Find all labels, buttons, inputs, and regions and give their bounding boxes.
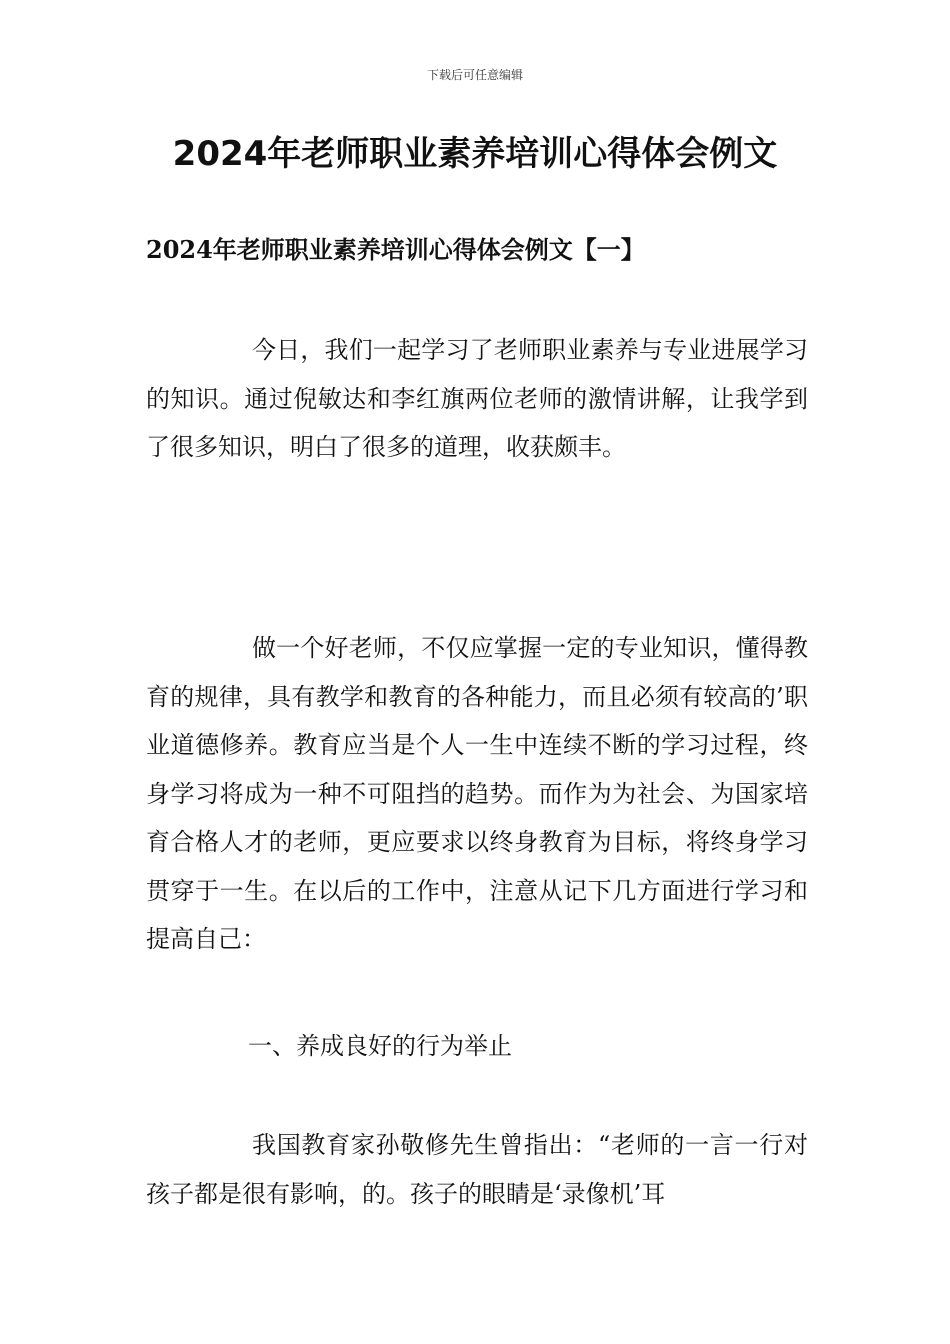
section-heading: 2024年老师职业素养培训心得体会例文【一】 <box>146 235 645 264</box>
header-note: 下载后可任意编辑 <box>426 68 523 82</box>
paragraph-3: 我国教育家孙敬修先生曾指出：“老师的一言一行对孩子都是很有影响，的。孩子的眼睛是‘录像机’耳 <box>146 1131 808 1208</box>
sub-heading-1: 一、养成良好的行为举止 <box>248 1032 512 1060</box>
paragraph-2: 做一个好老师，不仅应掌握一定的专业知识，懂得教育的规律，具有教学和教育的各种能力，而且必须有较高的’职业道德修养。教育应当是个人一生中连续不断的学习过程，终身学习将成为一种不可阻挡的趋势。而作为为社会、为国家培育合格人才的老师，更应要求以终身教育为目标，将终身学习贯穿于一生。在以后的工作中，注意从记下几方面进行学习和提高自己： <box>146 634 808 953</box>
paragraph-1: 今日，我们一起学习了老师职业素养与专业进展学习的知识。通过倪敏达和李红旗两位老师的激情讲解，让我学到了很多知识，明白了很多的道理，收获颇丰。 <box>146 336 808 461</box>
document-title: 2024年老师职业素养培训心得体会例文 <box>172 134 778 174</box>
